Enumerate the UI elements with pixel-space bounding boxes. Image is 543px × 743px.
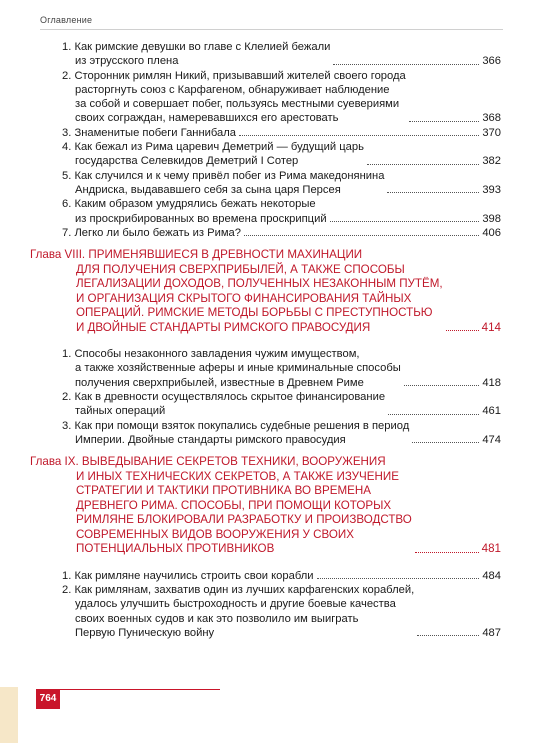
toc-entry-line: Андриска, выдававшего себя за сына царя Персея xyxy=(75,183,341,196)
toc-page-number: 368 xyxy=(482,112,501,125)
toc-entry-line: государства Селевкидов Деметрий I Сотер xyxy=(75,155,299,168)
toc-item-group xyxy=(62,569,501,640)
dot-leader xyxy=(412,442,479,443)
toc-entry-line: Империи. Двойные стандарты римского правосудия xyxy=(75,433,346,446)
toc-entry-text xyxy=(62,419,409,448)
page-number: 764 xyxy=(36,689,60,709)
dot-leader xyxy=(333,64,479,65)
dot-leader xyxy=(367,164,479,165)
toc-entry-line: получения сверхприбылей, известные в Древнем Риме xyxy=(75,376,364,389)
chapter-page-number: 481 xyxy=(481,542,501,556)
toc-entry[interactable] xyxy=(62,169,501,198)
toc-entry-line: 3. Знаменитые побеги Ганнибала xyxy=(62,126,237,139)
toc-page-number: 461 xyxy=(482,405,501,418)
header-divider xyxy=(40,29,503,30)
toc-page-number: 487 xyxy=(482,626,501,639)
toc-page-number: 474 xyxy=(482,433,501,446)
toc-entry[interactable] xyxy=(62,69,501,126)
toc-entry-line: 2. Как римлянам, захватив один из лучших карфагенских кораблей, xyxy=(62,584,415,597)
toc-page-number: 406 xyxy=(482,226,501,239)
toc-entry-line: своих сограждан, намеревавшихся его арестовать xyxy=(75,112,339,125)
toc-entry-line: за собой и совершает побег, пользуясь местными суевериями xyxy=(75,98,400,111)
toc-entry-line: из этрусского плена xyxy=(75,55,179,68)
toc-entry-line: 1. Как римляне научились строить свои корабли xyxy=(62,569,314,582)
toc-entry-line: 7. Легко ли было бежать из Рима? xyxy=(62,226,241,239)
toc-chapter-heading[interactable] xyxy=(30,248,501,335)
toc-entry[interactable] xyxy=(62,347,501,390)
dot-leader xyxy=(404,385,480,386)
toc-entry-text xyxy=(62,347,401,390)
toc-entry-text xyxy=(62,40,330,69)
dot-leader xyxy=(415,552,479,553)
chapter-title-line: ЛЕГАЛИЗАЦИИ ДОХОДОВ, ПОЛУЧЕННЫХ НЕЗАКОННЫМ ПУТЁМ, xyxy=(76,277,443,291)
toc-item-group xyxy=(62,347,501,447)
toc-page-number: 366 xyxy=(482,55,501,68)
table-of-contents xyxy=(30,40,501,646)
toc-entry-line: своих военных судов и как это позволило им выиграть xyxy=(75,612,359,625)
toc-page-number: 418 xyxy=(482,376,501,389)
chapter-title-line: ДРЕВНЕГО РИМА. СПОСОБЫ, ПРИ ПОМОЩИ КОТОРЫХ xyxy=(76,498,392,512)
toc-entry[interactable] xyxy=(62,226,501,240)
toc-entry-line: удалось улучшить быстроходность и другие боевые качества xyxy=(75,598,396,611)
toc-entry-text xyxy=(62,197,327,226)
chapter-title-line: ПОТЕНЦИАЛЬНЫХ ПРОТИВНИКОВ xyxy=(76,542,275,556)
toc-entry-line: 5. Как случился и к чему привёл побег из Рима македонянина xyxy=(62,169,385,182)
chapter-title-line: РИМЛЯНЕ БЛОКИРОВАЛИ РАЗРАБОТКУ И ПРОИЗВОДСТВО xyxy=(76,513,412,527)
chapter-title-line: ОПЕРАЦИЙ. РИМСКИЕ МЕТОДЫ БОРЬБЫ С ПРЕСТУПНОСТЬЮ xyxy=(76,306,433,320)
footer-decor-bar xyxy=(0,687,18,743)
toc-entry-line: Первую Пуническую войну xyxy=(75,626,215,639)
dot-leader xyxy=(388,414,479,415)
toc-chapter-heading[interactable] xyxy=(30,455,501,557)
dot-leader xyxy=(446,330,479,331)
toc-page-number: 398 xyxy=(482,212,501,225)
chapter-title-line: СОВРЕМЕННЫХ ВИДОВ ВООРУЖЕНИЯ У СВОИХ xyxy=(76,527,354,541)
toc-entry[interactable] xyxy=(62,197,501,226)
toc-entry[interactable] xyxy=(62,569,501,583)
dot-leader xyxy=(239,135,479,136)
toc-entry-line: 1. Способы незаконного завладения чужим имуществом, xyxy=(62,348,360,361)
toc-page-number: 370 xyxy=(482,126,501,139)
toc-entry[interactable] xyxy=(62,140,501,169)
toc-entry-text xyxy=(62,126,236,140)
chapter-title-line: Глава IX. ВЫВЕДЫВАНИЕ СЕКРЕТОВ ТЕХНИКИ, ВООРУЖЕНИЯ xyxy=(30,455,386,469)
toc-entry-line: 2. Как в древности осуществлялось скрытое финансирование xyxy=(62,391,386,404)
dot-leader xyxy=(417,635,479,636)
toc-entry-text xyxy=(62,226,241,240)
chapter-title-line: И ДВОЙНЫЕ СТАНДАРТЫ РИМСКОГО ПРАВОСУДИЯ xyxy=(76,320,371,334)
toc-entry-text xyxy=(62,390,385,419)
dot-leader xyxy=(330,221,480,222)
dot-leader xyxy=(409,121,480,122)
running-header: Оглавление xyxy=(40,15,93,25)
toc-entry-line: а также хозяйственные аферы и иные криминальные способы xyxy=(75,362,401,375)
footer-divider xyxy=(60,689,220,690)
toc-entry-line: из проскрибированных во времена проскрипций xyxy=(75,212,327,225)
dot-leader xyxy=(387,192,479,193)
toc-item-group xyxy=(62,40,501,240)
dot-leader xyxy=(244,235,479,236)
toc-entry-line: расторгнуть союз с Карфагеном, обнаруживает наблюдение xyxy=(75,83,390,96)
chapter-title-line: Глава VIII. ПРИМЕНЯВШИЕСЯ В ДРЕВНОСТИ МАХИНАЦИИ xyxy=(30,248,363,262)
toc-entry-text xyxy=(62,69,406,126)
chapter-title-line: И ОРГАНИЗАЦИЯ СКРЫТОГО ФИНАНСИРОВАНИЯ ТАЙНЫХ xyxy=(76,291,412,305)
toc-page-number: 484 xyxy=(482,569,501,582)
toc-page-number: 393 xyxy=(482,183,501,196)
toc-entry[interactable] xyxy=(62,126,501,140)
toc-entry-line: 2. Сторонник римлян Никий, призывавший жителей своего города xyxy=(62,69,406,82)
toc-entry-line: 6. Каким образом умудрялись бежать некоторые xyxy=(62,198,316,211)
toc-entry-text xyxy=(62,140,364,169)
toc-entry-text xyxy=(62,569,314,583)
dot-leader xyxy=(317,578,480,579)
toc-entry-line: 4. Как бежал из Рима царевич Деметрий — будущий царь xyxy=(62,141,364,154)
toc-entry-text xyxy=(62,169,384,198)
toc-entry-text xyxy=(62,583,414,640)
toc-entry-line: 1. Как римские девушки во главе с Клелией бежали xyxy=(62,41,331,53)
toc-page-number: 382 xyxy=(482,155,501,168)
chapter-title-line: ДЛЯ ПОЛУЧЕНИЯ СВЕРХПРИБЫЛЕЙ, А ТАКЖЕ СПОСОБЫ xyxy=(76,262,405,276)
toc-entry[interactable] xyxy=(62,390,501,419)
toc-entry-line: тайных операций xyxy=(75,405,166,418)
toc-entry[interactable] xyxy=(62,40,501,69)
toc-entry-line: 3. Как при помощи взяток покупались судебные решения в период xyxy=(62,419,410,432)
chapter-page-number: 414 xyxy=(481,320,501,334)
chapter-title-line: СТРАТЕГИИ И ТАКТИКИ ПРОТИВНИКА ВО ВРЕМЕНА xyxy=(76,484,371,498)
chapter-title xyxy=(30,248,443,335)
toc-entry[interactable] xyxy=(62,583,501,640)
chapter-title xyxy=(30,455,412,557)
toc-entry[interactable] xyxy=(62,419,501,448)
chapter-title-line: И ИНЫХ ТЕХНИЧЕСКИХ СЕКРЕТОВ, А ТАКЖЕ ИЗУЧЕНИЕ xyxy=(76,469,399,483)
